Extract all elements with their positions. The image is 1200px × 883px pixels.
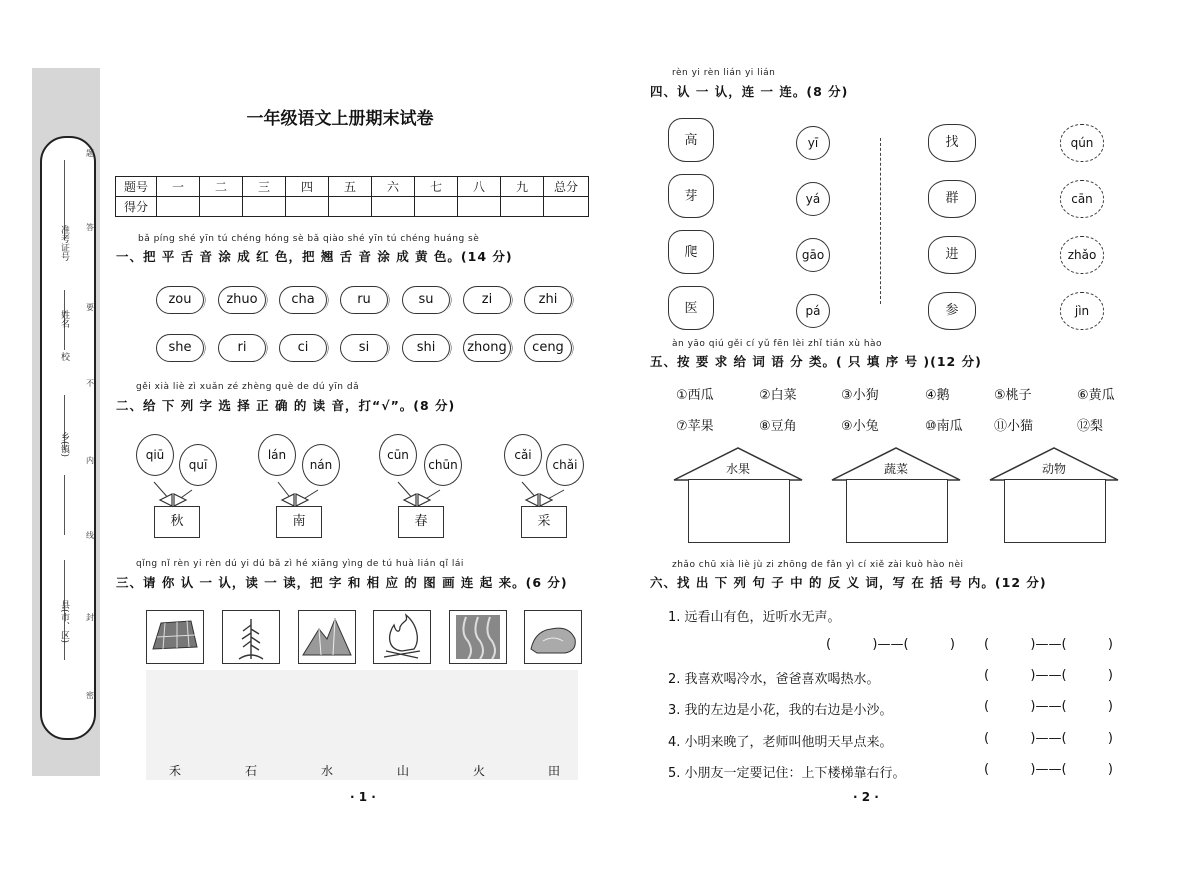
word-option: ⑨小兔 (841, 419, 879, 434)
word-option: ③小狗 (841, 388, 879, 403)
cut-char: 封 (86, 613, 94, 622)
score-input[interactable] (157, 197, 200, 217)
pinyin-cloud[interactable]: ci (279, 334, 327, 362)
pinyin-balloon[interactable]: cǎi (504, 434, 542, 476)
q2-pinyin: gěi xià liè zì xuǎn zé zhèng què de dú yīn dǎ (136, 382, 360, 392)
cut-char: 内 (86, 456, 94, 465)
cut-char: 要 (86, 303, 94, 312)
score-cell: 七 (415, 177, 458, 197)
gift-box: 采 (521, 506, 567, 538)
pinyin-balloon[interactable]: cūn (379, 434, 417, 476)
target-char[interactable]: 火 (473, 764, 486, 778)
pinyin-cloud[interactable]: ri (218, 334, 266, 362)
page-number: · 2 · (853, 790, 879, 804)
q1-title: 一、把 平 舌 音 涂 成 红 色，把 翘 舌 音 涂 成 黄 色。(14 分) (116, 249, 513, 264)
word-option: ⑤桃子 (994, 388, 1032, 403)
word-option: ⑪小猫 (994, 419, 1034, 434)
mountain-icon (299, 611, 355, 663)
vegetable-house-answer[interactable] (846, 479, 948, 543)
dashed-divider (880, 138, 881, 304)
pinyin-cloud[interactable]: shi (402, 334, 450, 362)
mountain-picture[interactable] (298, 610, 356, 664)
water-icon (450, 611, 506, 663)
pinyin-cloud[interactable]: zhi (524, 286, 572, 314)
exam-id-label: 准考证号 (59, 225, 69, 261)
answer-blank[interactable]: ( )——( ) (984, 637, 1113, 652)
answer-blank[interactable]: ( )——( ) (984, 762, 1113, 777)
name-label: 姓名 (59, 310, 69, 328)
apple-pinyin[interactable]: gāo (796, 238, 830, 272)
sentence: 3. 我的左边是小花，我的右边是小沙。 (668, 703, 893, 718)
word-option: ⑧豆角 (759, 419, 797, 434)
gift-box: 南 (276, 506, 322, 538)
house-label: 动物 (1041, 462, 1066, 476)
butterfly-char[interactable]: 进 (928, 236, 976, 274)
page-number: · 1 · (350, 790, 376, 804)
score-cell: 一 (157, 177, 200, 197)
cut-char: 题 (86, 149, 94, 158)
pinyin-cloud[interactable]: zhong (463, 334, 511, 362)
score-cell: 六 (372, 177, 415, 197)
pinyin-cloud[interactable]: su (402, 286, 450, 314)
field-picture[interactable] (146, 610, 204, 664)
q3-title: 三、请 你 认 一 认，读 一 读，把 字 和 相 应 的 图 画 连 起 来。(6 分) (116, 575, 568, 590)
score-input[interactable] (372, 197, 415, 217)
word-option: ①西瓜 (676, 388, 714, 403)
water-picture[interactable] (449, 610, 507, 664)
connect-area (146, 670, 578, 780)
pinyin-cloud[interactable]: ru (340, 286, 388, 314)
pinyin-balloon[interactable]: nán (302, 444, 340, 486)
score-input[interactable] (415, 197, 458, 217)
pinyin-cloud[interactable]: ceng (524, 334, 572, 362)
score-cell: 八 (458, 177, 501, 197)
flower-pinyin[interactable]: qún (1060, 124, 1104, 162)
score-cell: 九 (501, 177, 544, 197)
q6-pinyin: zhǎo chū xià liè jù zi zhōng de fǎn yì cí xiě zài kuò hào nèi (672, 560, 964, 570)
fire-icon (374, 611, 430, 663)
target-char[interactable]: 田 (548, 764, 561, 778)
answer-blank[interactable]: ( )——( ) (984, 731, 1113, 746)
target-char[interactable]: 禾 (169, 764, 182, 778)
money-bag[interactable]: 高 (668, 118, 714, 162)
flower-pinyin[interactable]: cān (1060, 180, 1104, 218)
gift-box: 秋 (154, 506, 200, 538)
pinyin-balloon[interactable]: lán (258, 434, 296, 476)
q1-pinyin: bǎ píng shé yīn tú chéng hóng sè bǎ qiào shé yīn tú chéng huáng sè (138, 234, 480, 244)
sentence: 2. 我喜欢喝冷水，爸爸喜欢喝热水。 (668, 672, 880, 687)
county-label: 县(市、区) (59, 600, 69, 644)
q4-pinyin: rèn yi rèn lián yi lián (672, 68, 776, 78)
flower-pinyin[interactable]: jìn (1060, 292, 1104, 330)
target-char[interactable]: 水 (321, 764, 334, 778)
word-option: ⑩南瓜 (925, 419, 963, 434)
apple-pinyin[interactable]: pá (796, 294, 830, 328)
pinyin-balloon[interactable]: qiū (136, 434, 174, 476)
word-option: ⑫梨 (1077, 419, 1104, 434)
stone-picture[interactable] (524, 610, 582, 664)
score-input[interactable] (243, 197, 286, 217)
sentence: 1. 远看山有色，近听水无声。 (668, 610, 841, 625)
animal-house-answer[interactable] (1004, 479, 1106, 543)
apple-pinyin[interactable]: yī (796, 126, 830, 160)
gift-box: 春 (398, 506, 444, 538)
pinyin-balloon[interactable]: quī (179, 444, 217, 486)
pinyin-balloon[interactable]: chūn (424, 444, 462, 486)
fill-line (64, 475, 65, 535)
pinyin-cloud[interactable]: she (156, 334, 204, 362)
score-value-row (116, 197, 589, 217)
q3-pinyin: qǐng nǐ rèn yi rèn dú yi dú bǎ zì hé xiāng yìng de tú huà lián qǐ lái (136, 559, 464, 569)
grain-icon (223, 611, 279, 663)
flower-pinyin[interactable]: zhǎo (1060, 236, 1104, 274)
score-input[interactable] (501, 197, 544, 217)
q5-pinyin: àn yāo qiú gěi cí yǔ fēn lèi zhǐ tián xù hào (672, 339, 883, 349)
pinyin-cloud[interactable]: zhuo (218, 286, 266, 314)
score-input[interactable] (544, 197, 589, 217)
cut-char: 答 (86, 223, 94, 232)
q6-title: 六、找 出 下 列 句 子 中 的 反 义 词，写 在 括 号 内。(12 分) (650, 575, 1047, 590)
score-input[interactable] (200, 197, 243, 217)
pinyin-balloon[interactable]: chǎi (546, 444, 584, 486)
pinyin-cloud[interactable]: si (340, 334, 388, 362)
answer-blank[interactable]: ( )——( ) (984, 699, 1113, 714)
score-header-row (116, 177, 589, 197)
score-cell: 题号 (116, 177, 157, 197)
score-input[interactable] (458, 197, 501, 217)
money-bag[interactable]: 爬 (668, 230, 714, 274)
town-label: 乡(镇) (59, 432, 69, 458)
cut-char: 线 (86, 531, 94, 540)
grain-picture[interactable] (222, 610, 280, 664)
pinyin-cloud[interactable]: cha (279, 286, 327, 314)
fruit-house-answer[interactable] (688, 479, 790, 543)
butterfly-char[interactable]: 群 (928, 180, 976, 218)
word-option: ④鹅 (925, 388, 950, 403)
score-input[interactable] (286, 197, 329, 217)
target-char[interactable]: 山 (397, 764, 410, 778)
fire-picture[interactable] (373, 610, 431, 664)
score-cell: 三 (243, 177, 286, 197)
word-option: ②白菜 (759, 388, 797, 403)
answer-blank[interactable]: ( )——( ) (826, 637, 955, 652)
pinyin-cloud[interactable]: zi (463, 286, 511, 314)
stone-icon (525, 611, 581, 663)
field-icon (147, 611, 203, 663)
pinyin-cloud[interactable]: zou (156, 286, 204, 314)
word-option: ⑥黄瓜 (1077, 388, 1115, 403)
score-cell: 五 (329, 177, 372, 197)
answer-blank[interactable]: ( )——( ) (984, 668, 1113, 683)
butterfly-char[interactable]: 找 (928, 124, 976, 162)
school-label: 校 (59, 352, 69, 361)
sentence: 4. 小明来晚了，老师叫他明天早点来。 (668, 735, 893, 750)
score-cell: 二 (200, 177, 243, 197)
house-label: 蔬菜 (883, 462, 908, 476)
sentence: 5. 小朋友一定要记住：上下楼梯靠右行。 (668, 766, 906, 781)
q5-title: 五、按 要 求 给 词 语 分 类。( 只 填 序 号 )(12 分) (650, 354, 982, 369)
cut-char: 密 (86, 691, 94, 700)
score-input[interactable] (329, 197, 372, 217)
score-cell: 四 (286, 177, 329, 197)
target-char[interactable]: 石 (245, 764, 258, 778)
butterfly-char[interactable]: 参 (928, 292, 976, 330)
money-bag[interactable]: 医 (668, 286, 714, 330)
score-table (115, 176, 589, 217)
money-bag[interactable]: 芽 (668, 174, 714, 218)
apple-pinyin[interactable]: yá (796, 182, 830, 216)
q2-title: 二、给 下 列 字 选 择 正 确 的 读 音，打“√”。(8 分) (116, 398, 456, 413)
score-cell: 得分 (116, 197, 157, 217)
house-label: 水果 (725, 462, 750, 476)
score-cell: 总分 (544, 177, 589, 197)
page-title: 一年级语文上册期末试卷 (246, 109, 434, 129)
cut-char: 不 (86, 379, 94, 388)
q4-title: 四、认 一 认，连 一 连。(8 分) (650, 84, 849, 99)
word-option: ⑦苹果 (676, 419, 714, 434)
